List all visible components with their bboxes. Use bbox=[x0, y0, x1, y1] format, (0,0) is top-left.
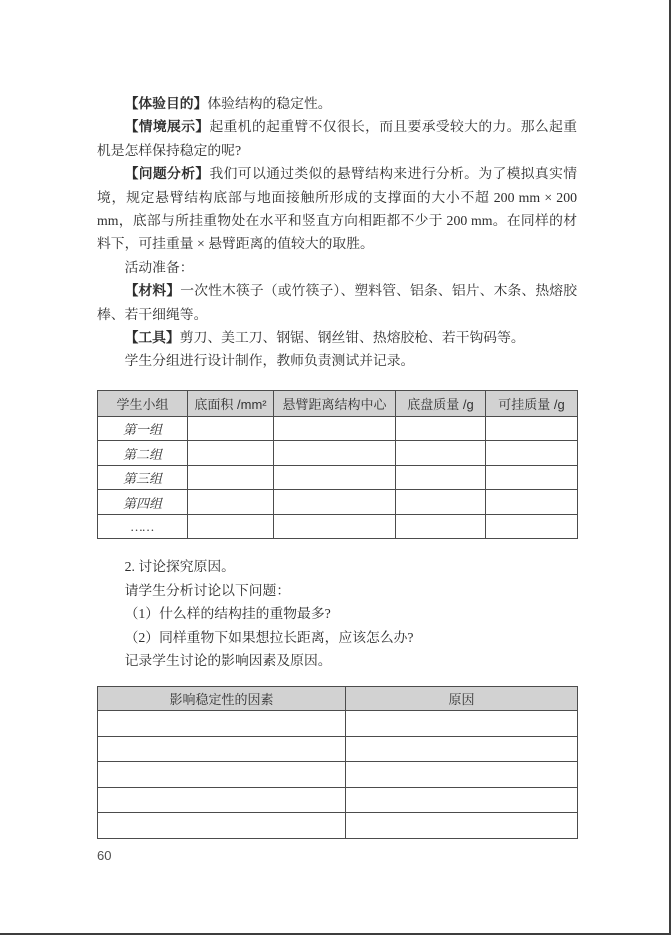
paragraph-text: （1）什么样的结构挂的重物最多? bbox=[124, 606, 331, 622]
table-row bbox=[98, 465, 578, 490]
bracket-label-materials: 【材料】 bbox=[124, 283, 181, 299]
table-header bbox=[98, 390, 578, 416]
paragraph-text: 体验结构的稳定性。 bbox=[207, 96, 332, 111]
empty-data-cell bbox=[188, 416, 274, 441]
bracket-label-scenario: 【情境展示】 bbox=[124, 119, 210, 135]
table-row bbox=[98, 441, 578, 466]
paragraph-text: 剪刀、美工刀、钢锯、钢丝钳、热熔胶枪、若干钩码等。 bbox=[179, 330, 525, 346]
column-header-hang-mass: 可挂质量 /g bbox=[486, 390, 578, 416]
paragraph-question-1 bbox=[97, 602, 577, 625]
table-row bbox=[98, 490, 578, 515]
table-body bbox=[98, 416, 578, 539]
empty-data-cell bbox=[486, 416, 578, 441]
paragraph-text: 2. 讨论探究原因。 bbox=[124, 559, 235, 575]
empty-data-cell bbox=[188, 490, 274, 515]
paragraph-discussion-intro bbox=[97, 579, 577, 602]
bracket-label-tools: 【工具】 bbox=[124, 330, 180, 346]
row-label-cell: 第四组 bbox=[98, 490, 188, 515]
table-row bbox=[98, 813, 578, 839]
column-header-arm-distance: 悬臂距离结构中心 bbox=[274, 390, 396, 416]
column-header-base-mass: 底盘质量 /g bbox=[396, 390, 486, 416]
row-label-cell: …… bbox=[98, 514, 188, 539]
paragraph-text: 我们可以通过类似的悬臂结构来进行分析。为了模拟真实情境，规定悬臂结构底部与地面接触所形成的支撑面的大小不超 200 mm × 200 mm，底部与所挂重物处在水平和竖直方向相距都不少于 200 mm。在同样的材料下，可挂重量 × 悬臂距离的值较大的取胜。 bbox=[97, 166, 578, 252]
table-body bbox=[98, 711, 578, 839]
empty-data-cell bbox=[486, 514, 578, 539]
paragraph-text: （2）同样重物下如果想拉长距离，应该怎么办? bbox=[124, 629, 414, 645]
paragraph-scenario bbox=[97, 115, 577, 162]
empty-data-cell bbox=[486, 490, 578, 515]
paragraph-tools bbox=[97, 326, 577, 349]
paragraph-record-note bbox=[97, 649, 577, 672]
paragraph-problem-analysis bbox=[97, 162, 577, 256]
empty-data-cell bbox=[346, 736, 578, 762]
header-row bbox=[98, 687, 578, 711]
paragraph-materials bbox=[97, 279, 577, 326]
empty-data-cell bbox=[486, 465, 578, 490]
table-row bbox=[98, 416, 578, 441]
empty-data-cell bbox=[274, 514, 396, 539]
discussion-section bbox=[97, 555, 577, 672]
row-label-cell: 第二组 bbox=[98, 441, 188, 466]
row-label-cell bbox=[98, 787, 346, 813]
row-label-cell bbox=[98, 736, 346, 762]
table-row bbox=[98, 711, 578, 737]
paragraph-experience-goal bbox=[97, 92, 577, 115]
column-header-student-group: 学生小组 bbox=[98, 390, 188, 416]
empty-data-cell bbox=[396, 416, 486, 441]
bracket-label-problem-analysis: 【问题分析】 bbox=[124, 166, 210, 182]
empty-data-cell bbox=[274, 416, 396, 441]
empty-data-cell bbox=[274, 490, 396, 515]
paragraph-text: 起重机的起重臂不仅很长，而且要承受较大的力。那么起重机是怎样保持稳定的呢? bbox=[97, 119, 578, 158]
empty-data-cell bbox=[346, 711, 578, 737]
paragraph-grouping bbox=[97, 349, 577, 372]
empty-data-cell bbox=[188, 514, 274, 539]
paragraph-text: 活动准备： bbox=[124, 259, 194, 275]
paragraph-text: 请学生分析讨论以下问题： bbox=[124, 582, 291, 598]
table-row bbox=[98, 736, 578, 762]
row-label-cell bbox=[98, 762, 346, 788]
column-header-reason: 原因 bbox=[346, 687, 578, 711]
paragraph-text: 记录学生讨论的影响因素及原因。 bbox=[124, 653, 332, 668]
paragraph-discussion-title bbox=[97, 555, 577, 578]
row-label-cell bbox=[98, 813, 346, 839]
paragraph-text: 一次性木筷子（或竹筷子）、塑料管、铝条、铝片、木条、热熔胶棒、若干细绳等。 bbox=[97, 283, 577, 322]
table-header bbox=[98, 687, 578, 711]
empty-data-cell bbox=[396, 490, 486, 515]
paragraph-question-2 bbox=[97, 626, 577, 649]
empty-data-cell bbox=[346, 787, 578, 813]
empty-data-cell bbox=[486, 441, 578, 466]
empty-data-cell bbox=[188, 441, 274, 466]
empty-data-cell bbox=[396, 465, 486, 490]
column-header-stability-factor: 影响稳定性的因素 bbox=[98, 687, 346, 711]
paragraph-text: 学生分组进行设计制作，教师负责测试并记录。 bbox=[124, 353, 415, 369]
empty-data-cell bbox=[188, 465, 274, 490]
bracket-label-experience-goal: 【体验目的】 bbox=[124, 96, 208, 111]
row-label-cell: 第一组 bbox=[98, 416, 188, 441]
empty-data-cell bbox=[396, 514, 486, 539]
empty-data-cell bbox=[346, 813, 578, 839]
table-row bbox=[98, 514, 578, 539]
empty-data-cell bbox=[274, 441, 396, 466]
paragraph-activity-preparation bbox=[97, 256, 577, 279]
header-row bbox=[98, 390, 578, 416]
empty-data-cell bbox=[274, 465, 396, 490]
table-row bbox=[98, 787, 578, 813]
page-number: 60 bbox=[97, 847, 112, 863]
table-row bbox=[98, 762, 578, 788]
student-groups-table bbox=[97, 390, 578, 540]
row-label-cell: 第三组 bbox=[98, 465, 188, 490]
stability-factors-table bbox=[97, 686, 578, 839]
column-header-base-area: 底面积 /mm² bbox=[188, 390, 274, 416]
page-content bbox=[97, 92, 577, 863]
row-label-cell bbox=[98, 711, 346, 737]
empty-data-cell bbox=[396, 441, 486, 466]
empty-data-cell bbox=[346, 762, 578, 788]
